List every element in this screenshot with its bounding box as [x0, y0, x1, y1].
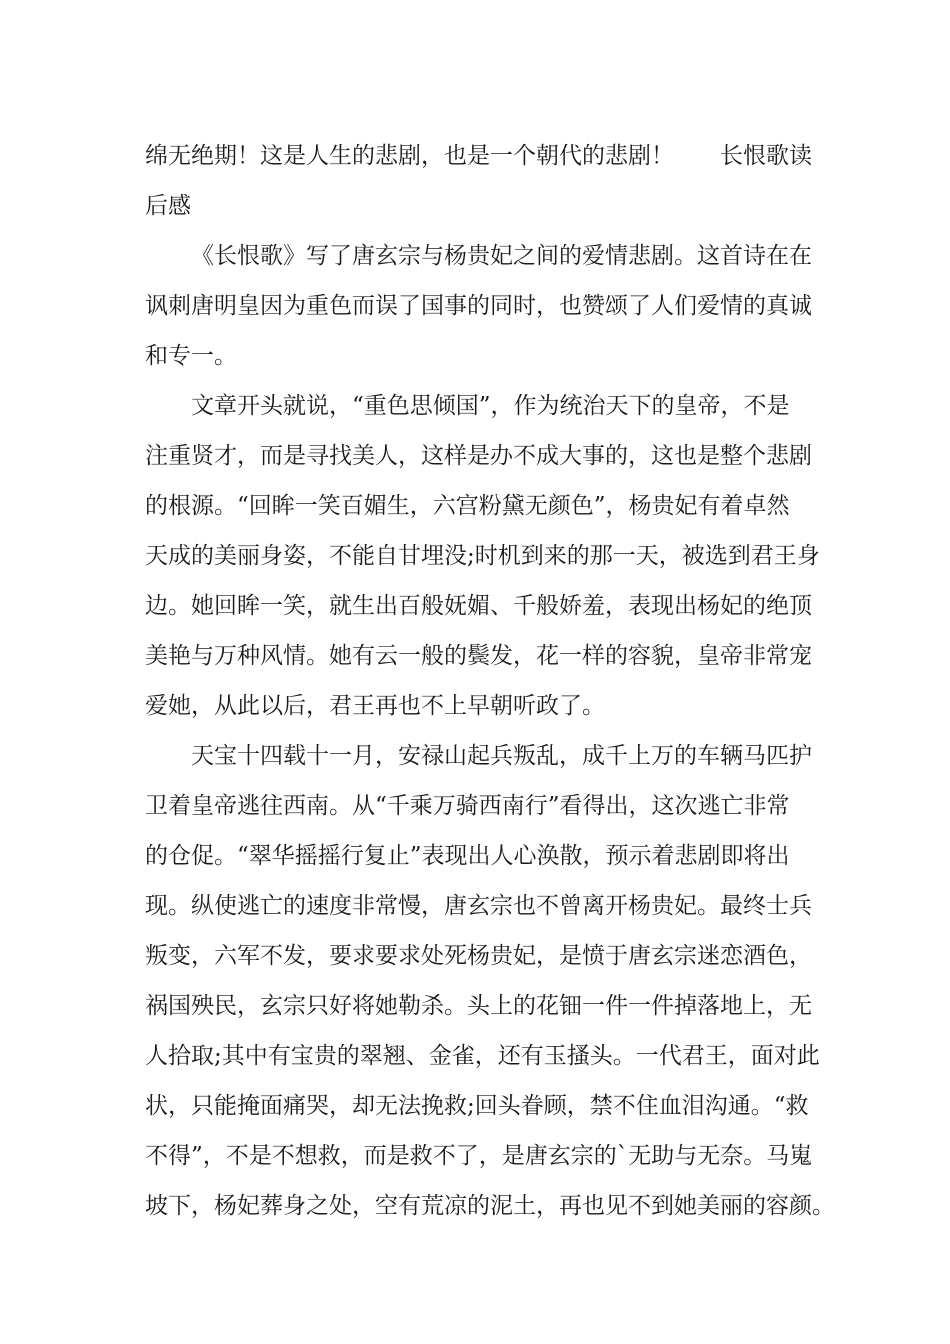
text-line: 人拾取;其中有宝贵的翠翘、金雀，还有玉搔头。一代君王，面对此 — [145, 1043, 820, 1069]
text-line: 文章开头就说，“重色思倾国”，作为统治天下的皇帝，不是 — [191, 393, 790, 419]
text-line: 不得”，不是不想救，而是救不了，是唐玄宗的`无助与无奈。马嵬 — [145, 1143, 813, 1169]
text-line: 的仓促。“翠华摇摇行复止”表现出人心涣散，预示着悲剧即将出 — [145, 843, 790, 869]
document-body — [145, 131, 835, 1231]
text-line: 坡下，杨妃葬身之处，空有荒凉的泥土，再也见不到她美丽的容颜。 — [145, 1193, 835, 1219]
text-line: 叛变，六军不发，要求要求处死杨贵妃，是愤于唐玄宗迷恋酒色， — [145, 943, 812, 969]
text-line: 祸国殃民，玄宗只好将她勒杀。头上的花钿一件一件掉落地上，无 — [145, 993, 812, 1019]
paragraph-1 — [145, 231, 810, 381]
text-line: 《长恨歌》写了唐玄宗与杨贵妃之间的爱情悲剧。这首诗在在 — [191, 243, 812, 269]
paragraph-2 — [145, 381, 820, 731]
text-line: 和专一。 — [145, 343, 237, 369]
text-line: 天宝十四载十一月，安禄山起兵叛乱，成千上万的车辆马匹护 — [191, 743, 812, 769]
text-line: 天成的美丽身姿，不能自甘埋没;时机到来的那一天，被选到君王身 — [145, 543, 820, 569]
text-line: 现。纵使逃亡的速度非常慢，唐玄宗也不曾离开杨贵妃。最终士兵 — [145, 893, 812, 919]
text-line: 后感 — [145, 193, 191, 219]
text-line: 讽刺唐明皇因为重色而误了国事的同时，也赞颂了人们爱情的真诚 — [145, 293, 812, 319]
text-line: 卫着皇帝逃往西南。从“千乘万骑西南行”看得出，这次逃亡非常 — [145, 793, 790, 819]
paragraph-3 — [145, 731, 835, 1231]
text-line: 注重贤才，而是寻找美人，这样是办不成大事的，这也是整个悲剧 — [145, 443, 812, 469]
text-line: 状，只能掩面痛哭，却无法挽救;回头眷顾，禁不住血泪沟通。“救 — [145, 1093, 809, 1119]
text-line: 边。她回眸一笑，就生出百般妩媚、千般娇羞，表现出杨妃的绝顶 — [145, 593, 812, 619]
intro-paragraph — [145, 131, 810, 231]
text-line: 美艳与万种风情。她有云一般的鬓发，花一样的容貌，皇帝非常宠 — [145, 643, 812, 669]
text-line: 绵无绝期！这是人生的悲剧，也是一个朝代的悲剧！ 长恨歌读 — [145, 143, 812, 169]
text-line: 爱她，从此以后，君王再也不上早朝听政了。 — [145, 693, 605, 719]
text-line: 的根源。“回眸一笑百媚生，六宫粉黛无颜色”，杨贵妃有着卓然 — [145, 493, 790, 519]
